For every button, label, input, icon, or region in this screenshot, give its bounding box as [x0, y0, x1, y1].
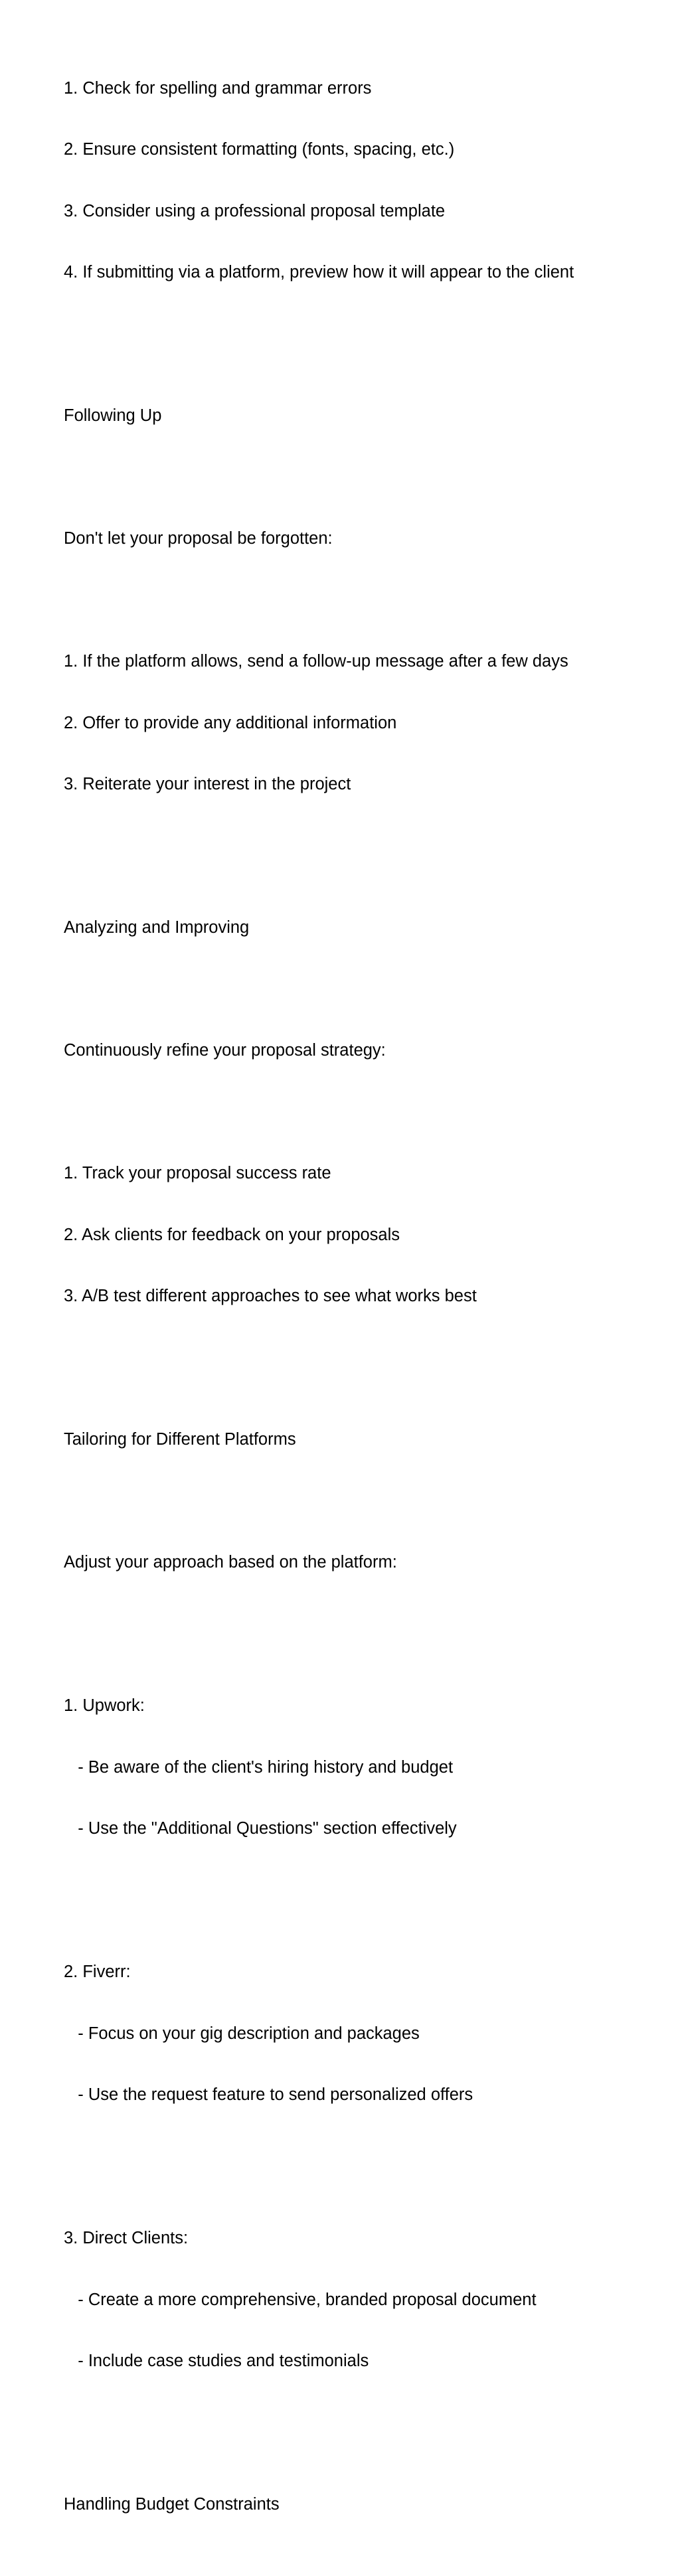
list-item: 2. Offer to provide any additional information	[64, 713, 397, 732]
spacer	[64, 1614, 661, 1635]
list-item: 3. Reiterate your interest in the project	[64, 775, 351, 794]
spacer	[64, 1491, 661, 1512]
sub-list-item: - Be aware of the client's hiring history and budget	[64, 1757, 454, 1777]
platform-title-direct-clients: 3. Direct Clients:	[64, 2229, 189, 2248]
list-item: 3. A/B test different approaches to see what works best	[64, 1287, 477, 1306]
section-intro: Continuously refine your proposal strategy:	[64, 1041, 386, 1060]
list-item: 4. If submitting via a platform, preview how it will appear to the client	[64, 263, 574, 282]
list-item: 2. Ensure consistent formatting (fonts, spacing, etc.)	[64, 140, 455, 159]
spacer	[64, 590, 661, 611]
list-item: 1. If the platform allows, send a follow-up message after a few days	[64, 652, 568, 671]
sub-list-item: - Use the "Additional Questions" section effectively	[64, 1819, 457, 1838]
platform-title-upwork: 1. Upwork:	[64, 1696, 145, 1716]
section-intro: Don't let your proposal be forgotten:	[64, 529, 333, 548]
section-heading-following-up: Following Up	[64, 406, 162, 426]
sub-list-item: - Include case studies and testimonials	[64, 2352, 369, 2371]
document-body	[64, 17, 661, 2576]
section-heading-budget: Handling Budget Constraints	[64, 2495, 280, 2514]
sub-list-item: - Create a more comprehensive, branded proposal document	[64, 2290, 537, 2309]
list-item: 2. Ask clients for feedback on your proposals	[64, 1225, 400, 1244]
spacer	[64, 1880, 661, 1901]
spacer	[64, 2413, 661, 2433]
spacer	[64, 1102, 661, 1123]
spacer	[64, 836, 661, 856]
spacer	[64, 979, 661, 1000]
spacer	[64, 2146, 661, 2167]
sub-list-item: - Use the request feature to send personalized offers	[64, 2085, 473, 2105]
platform-title-fiverr: 2. Fiverr:	[64, 1963, 131, 1982]
list-item: 1. Check for spelling and grammar errors	[64, 78, 372, 98]
section-heading-analyzing: Analyzing and Improving	[64, 918, 250, 937]
list-item: 3. Consider using a professional proposal template	[64, 201, 446, 220]
spacer	[64, 324, 661, 345]
section-heading-tailoring: Tailoring for Different Platforms	[64, 1430, 296, 1449]
section-intro: Adjust your approach based on the platform:	[64, 1553, 397, 1572]
spacer	[64, 1348, 661, 1368]
list-item: 1. Track your proposal success rate	[64, 1164, 331, 1183]
spacer	[64, 467, 661, 488]
sub-list-item: - Focus on your gig description and packages	[64, 2024, 420, 2043]
